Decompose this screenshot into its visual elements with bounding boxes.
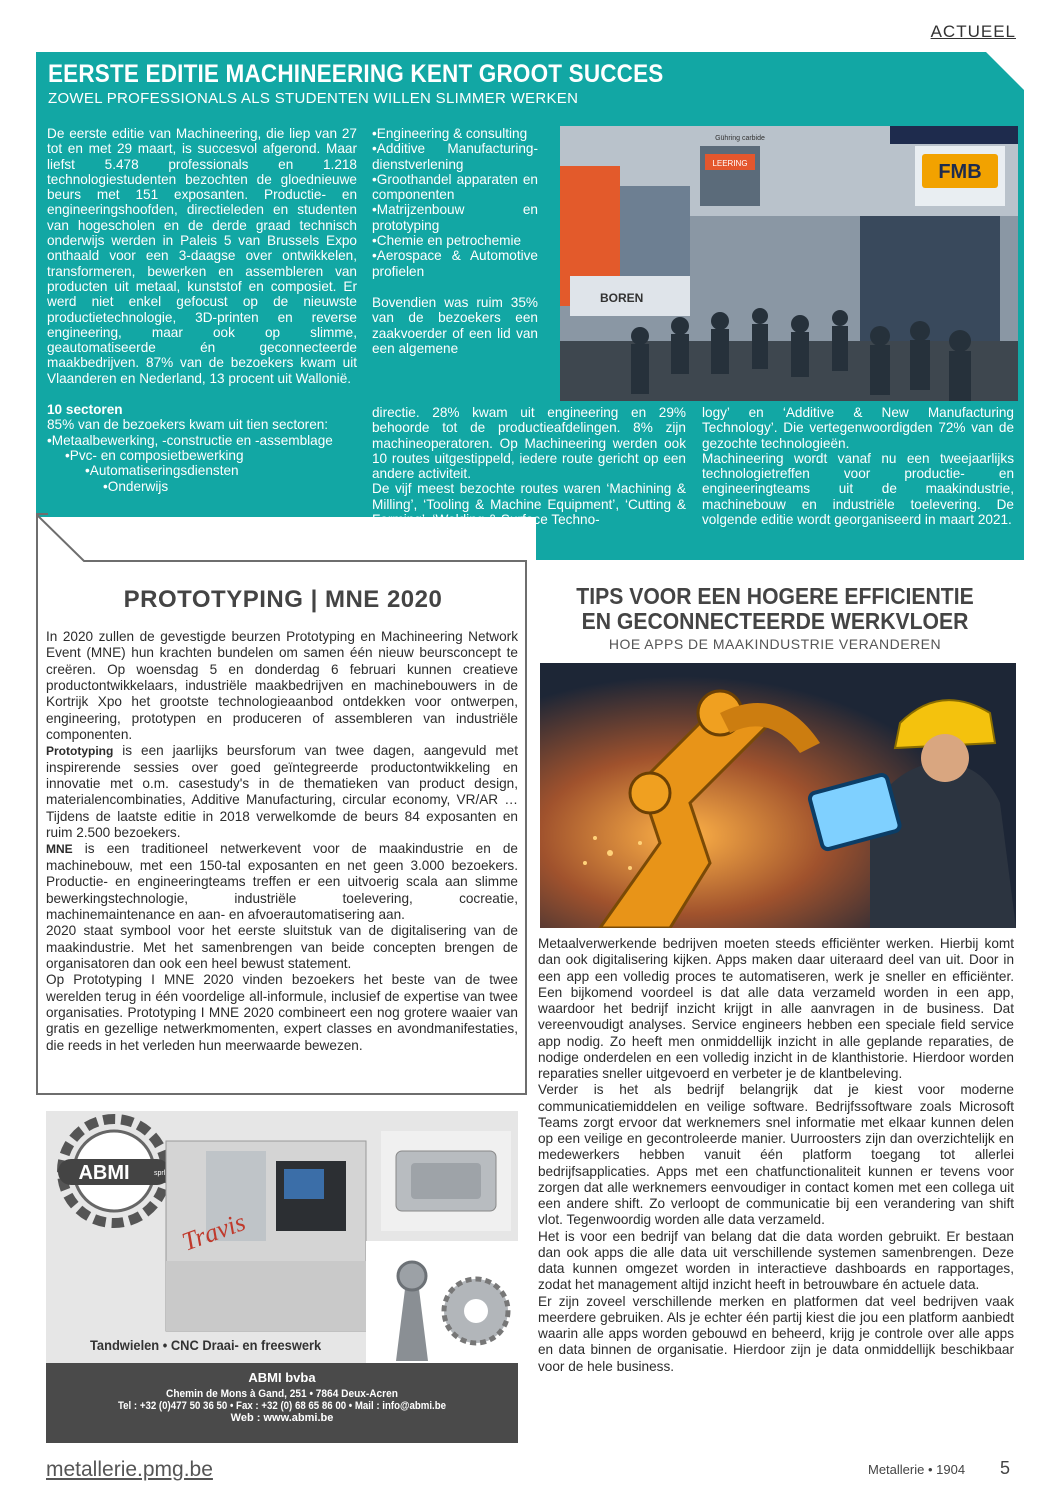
website-link[interactable]: metallerie.pmg.be — [46, 1458, 213, 1481]
paragraph: logy’ en ‘Additive & New Manufacturing Technology’. Die vertegenwoordigden 72% van de gezochte technologieën. — [702, 405, 1014, 451]
paragraph: Er zijn zoveel verschillende merken en platformen dat veel bedrijven vaak meerdere gebruiken. Als je echter één partij kiest die jou een platform aanbiedt waarin alle apps worden gebouwd en beheerd, krijg je controle over alle apps en data binnen de organisatie. Hierdoor zijn je data onmiddellijk beschikbaar voor de hele business. — [538, 1293, 1014, 1374]
prototyping-article-body — [46, 629, 518, 1054]
magazine-issue: Metallerie • 1904 — [868, 1462, 966, 1477]
paragraph: De eerste editie van Machineering, die liep van 27 tot en met 29 maart, is succesvol afgerond. Maar liefst 5.478 professionals en 1.218 technologiestudenten bezochten de gloednieuwe beurs met 151 exposanten. Productie- en engineeringshoofden, directieleden en studenten van hogescholen en de derde graad technisch onderwijs werden in Paleis 5 van Brussels Expo onthaald voor een 3-daagse over ontwikkelen, transformeren, bewerken en assembleren van producten uit metaal, kunststof en composiet. Er werd niet enkel gefocust op de nieuwste productietechnologie, 3D-printen en reverse engineering, maar ook op slimme, geautomatiseerde én geconnecteerde maakbedrijven. 87% van de bezoekers kwam uit Vlaanderen en Nederland, 13 procent uit Wallonië. — [47, 126, 357, 386]
abmi-logo-suffix: sprl — [154, 1170, 166, 1177]
paragraph: Het is voor een bedrijf van belang dat die data worden gebruikt. Er bestaan dan ook apps die alle data uit verschillende systemen samenbrengen. Deze data kunnen omgezet worden in interactieve dashboards en rapportages, zodat het management altijd inzicht heeft in betrouwbare én actuele data. — [538, 1228, 1014, 1293]
paragraph: is een traditioneel netwerkevent voor de maakindustrie en de machinebouw, met een 150-tal exposanten en net geen 3.000 bezoekers. Productie- en engineeringteams treffen er een uitvoerig scala aan slimme bewerkingstechnologie, industriële toelevering, cocreatie, machinemaintenance en aan- en afvoerautomatisering aan. — [46, 841, 518, 922]
abmi-logo-text: ABMI — [78, 1162, 130, 1184]
list-item: •Matrijzenbouw en prototyping — [372, 202, 538, 233]
paragraph: In 2020 zullen de gevestigde beurzen Prototyping en Machineering Network Event (MNE) hun krachten bundelen om samen één nieuw beursconcept te creëren. Op woensdag 5 en donderdag 6 februari kunnen creatieve productontwikkelaars, industriële maakbedrijven en machinebouwers in de Kortrijk Xpo het grootste technologieaanbod ontdekken voor ontwerpen, engineering, prototypen en produceren of assembleren van industriële componenten. — [46, 629, 518, 743]
feature-article-column-2 — [372, 126, 538, 356]
robot-arm-photo — [540, 663, 1016, 928]
box-frame-left — [36, 513, 38, 1095]
boren-sign: BOREN — [600, 291, 644, 305]
tips-article-subtitle: HOE APPS DE MAAKINDUSTRIE VERANDEREN — [608, 636, 942, 652]
trade-fair-illustration — [560, 126, 1018, 401]
subheading: 10 sectoren — [47, 402, 123, 418]
ad-company: ABMI bvba — [248, 1370, 316, 1385]
paragraph: is een jaarlijks beursforum van twee dagen, aangevuld met inspirerende sessies over goed geïntegreerde productontwikkeling en innovatie met o.m. casestudy's in de thematieken van product design, materialencombinaties, Additive Manufacturing, circular economy, VR/AR … Tijdens de laatste editie in 2018 verwelkomde de beurs 84 exposanten en ruim 2.500 bezoekers. — [46, 743, 518, 841]
sector-list — [47, 433, 357, 494]
page-number: 5 — [1000, 1458, 1011, 1478]
machine-brand: Travis — [178, 1207, 250, 1257]
paragraph: Op Prototyping I MNE 2020 vinden bezoekers het beste van de twee werelden terug in één voordelige all-informule, inclusief de expertise van twee organisaties. Prototyping I MNE 2020 combineert een nog grotere waaier van gratis en gezellige netwerkmomenten, expert classes en avondmanifestaties, die reeds in het verleden hun meerwaarde bewezen. — [46, 972, 518, 1053]
ad-contact: Tel : +32 (0)477 50 36 50 • Fax : +32 (0) 68 65 86 00 • Mail : info@abmi.be — [117, 1400, 447, 1412]
guhring-sign: Gühring carbide — [715, 135, 765, 142]
paragraph: 85% van de bezoekers kwam uit tien sectoren: — [47, 417, 329, 433]
tips-article-body — [538, 936, 1014, 1375]
lead-term: MNE — [46, 842, 73, 857]
feature-article-column-2-lower — [372, 405, 686, 527]
list-item: •Engineering & consulting — [372, 126, 528, 141]
list-item: •Onderwijs — [103, 478, 169, 494]
leering-sign: LEERING — [712, 159, 748, 168]
ad-tagline: Tandwielen • CNC Draai- en freeswerk — [90, 1337, 322, 1353]
ad-contact-bar — [46, 1363, 518, 1443]
paragraph: Verder is het als bedrijf belangrijk dat je kiest voor moderne communicatiemiddelen en veilige software. Bedrijfssoftware zoals Microsoft Teams zorgt ervoor dat werknemers snel informatie met elkaar kunnen delen op een veilige en gecontroleerde manier. Uurroosters zijn dan overzichtelijk en medewerkers hebben vanuit één platform toegang tot allerlei bedrijfsapplicaties. Apps met een chatfunctionaliteit kunnen er tevens voor zorgen dat alle werknemers eenvoudiger in contact komen met een collega uit een andere shift. Zo verloopt de communicatie bij een verandering van shift vlot. Tegenwoordig worden alle data verzameld. — [538, 1082, 1014, 1228]
trade-fair-photo — [560, 126, 1018, 401]
list-item: •Pvc- en composietbewerking — [65, 447, 244, 463]
ad-website: Web : www.abmi.be — [230, 1412, 334, 1424]
paragraph: Metaalverwerkende bedrijven moeten steeds efficiënter werken. Hierbij komt dan ook digitalisering kijken. Apps maken daar uiteraard deel van uit. Door in een app een volledig proces te automatiseren, werk je sneller en efficiënter. Een bijkomend voordeel is dat alle data verzameld worden in een app, waardoor het bedrijf inzicht krijgt in alle aanvragen in de business. Dat vereenvoudigt analyses. Service engineers hebben een speciale field service app nodig. Zo heeft men onmiddellijk inzicht in alle geplande reparaties, de nodige onderdelen en een volledig inzicht in de klanthistorie. Hierdoor worden reparaties sneller uitgevoerd en verbeter je de klantbeleving. — [538, 936, 1014, 1081]
sector-list — [372, 126, 538, 279]
paragraph: De vijf meest bezochte routes waren ‘Machining & Milling’, ‘Tooling & Machine Equipment’, ‘Cutting & Forming’, ‘Welding & Surface Techno- — [372, 481, 686, 528]
box-frame-bottom — [36, 1093, 527, 1095]
list-item: •Groothandel apparaten en componenten — [372, 171, 538, 203]
list-item: •Automatiseringsdiensten — [85, 463, 239, 479]
section-label: ACTUEEL — [930, 22, 1016, 41]
title-line: EN GECONNECTEERDE WERKVLOER — [581, 608, 969, 634]
feature-article-title: EERSTE EDITIE MACHINEERING KENT GROOT SUCCES — [48, 60, 664, 88]
feature-article-subtitle: ZOWEL PROFESSIONALS ALS STUDENTEN WILLEN SLIMMER WERKEN — [48, 90, 579, 107]
paragraph: Bovendien was ruim 35% van de bezoekers een zaakvoerder of een lid van een algemene — [372, 294, 538, 356]
list-item: •Additive Manufacturing-dienstverlening — [372, 141, 538, 172]
paragraph: Machineering wordt vanaf nu een tweejaarlijks technologietreffen voor productie- en engineeringteams uit de maakindustrie, machinebouw en industriële toelevering. De volgende editie wordt georganiseerd in maart 2021. — [702, 450, 1014, 528]
fmb-sign: FMB — [938, 161, 982, 183]
lead-term: Prototyping — [46, 744, 114, 759]
tips-article-title — [540, 584, 1010, 634]
robot-arm-illustration — [540, 663, 1016, 928]
list-item: •Chemie en petrochemie — [372, 233, 522, 249]
feature-article-column-1 — [47, 126, 357, 494]
paragraph: directie. 28% kwam uit engineering en 29% behoorde tot de productieafdelingen. 8% zijn machineoperatoren. Op Machineering werden ook 10 routes uitgestippeld, iedere route gericht op een andere activiteit. — [372, 405, 686, 482]
feature-article-column-3 — [702, 405, 1014, 527]
ad-illustration — [46, 1111, 518, 1363]
title-line: TIPS VOOR EEN HOGERE EFFICIENTIE — [576, 583, 974, 609]
ad-address: Chemin de Mons à Gand, 251 • 7864 Deux-Acren — [166, 1388, 398, 1400]
paragraph: 2020 staat symbool voor het eerste sluitstuk van de digitalisering van de maakindustrie. Met het samenbrengen van beide concepten brengen de organisatoren dan ook een heel bewust statement. — [46, 923, 518, 971]
box-frame-right — [525, 560, 527, 1095]
list-item: •Aerospace & Automotive profielen — [372, 248, 538, 279]
prototyping-article-title: PROTOTYPING | MNE 2020 — [123, 586, 443, 613]
box-frame-diagonal — [36, 513, 528, 563]
list-item: •Metaalbewerking, -constructie en -assemblage — [47, 432, 333, 448]
